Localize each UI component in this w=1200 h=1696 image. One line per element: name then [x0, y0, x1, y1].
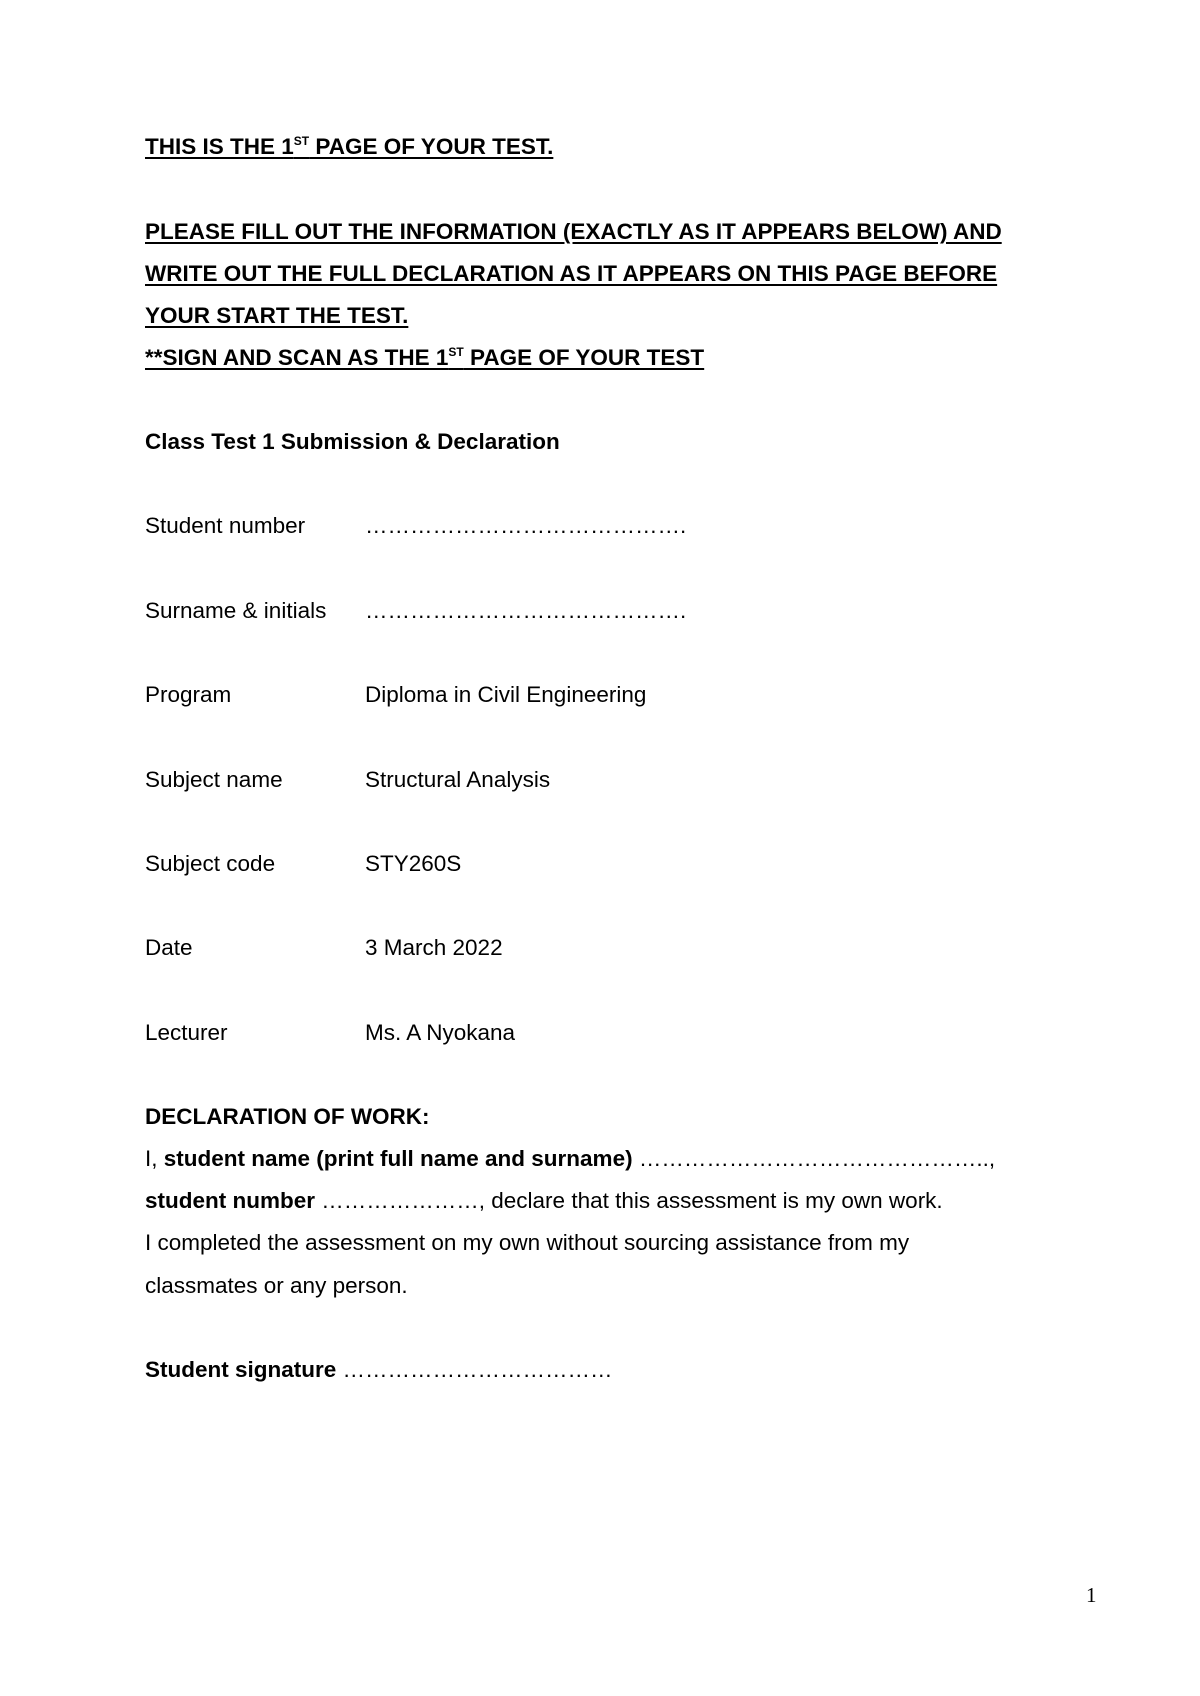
- field-value: …………………………………….: [365, 598, 687, 623]
- field-value: …………………………………….: [365, 513, 687, 538]
- field-label: Student number: [145, 513, 306, 538]
- field-label: Lecturer: [145, 1020, 228, 1045]
- declaration-line-4: classmates or any person.: [145, 1273, 408, 1298]
- field-label: Subject code: [145, 851, 276, 876]
- field-label: Subject name: [145, 767, 283, 792]
- declaration-line-2: student number …………………, declare that this assessment is my own work.: [145, 1188, 943, 1213]
- instruction-line-2: WRITE OUT THE FULL DECLARATION AS IT APPEARS ON THIS PAGE BEFORE: [145, 261, 998, 286]
- document-title: Class Test 1 Submission & Declaration: [145, 429, 560, 454]
- page-notice: THIS IS THE 1ST PAGE OF YOUR TEST.: [145, 134, 554, 159]
- sign-instruction: **SIGN AND SCAN AS THE 1ST PAGE OF YOUR TEST: [145, 345, 705, 370]
- instruction-line-3: YOUR START THE TEST.: [145, 303, 409, 328]
- field-label: Program: [145, 682, 232, 707]
- field-label: Surname & initials: [145, 598, 327, 623]
- instruction-line-1: PLEASE FILL OUT THE INFORMATION (EXACTLY AS IT APPEARS BELOW) AND: [145, 219, 1002, 244]
- field-value: Ms. A Nyokana: [365, 1020, 516, 1045]
- field-value: STY260S: [365, 851, 462, 876]
- field-label: Date: [145, 935, 193, 960]
- student-signature-line: Student signature ………………………………: [145, 1357, 613, 1382]
- page-number: 1: [1086, 1583, 1097, 1607]
- field-value: Diploma in Civil Engineering: [365, 682, 647, 707]
- declaration-line-3: I completed the assessment on my own without sourcing assistance from my: [145, 1230, 910, 1255]
- declaration-line-1: I, student name (print full name and surname) ………………………………………..,: [145, 1146, 996, 1171]
- field-value: 3 March 2022: [365, 935, 503, 960]
- field-value: Structural Analysis: [365, 767, 551, 792]
- declaration-heading: DECLARATION OF WORK:: [145, 1104, 430, 1129]
